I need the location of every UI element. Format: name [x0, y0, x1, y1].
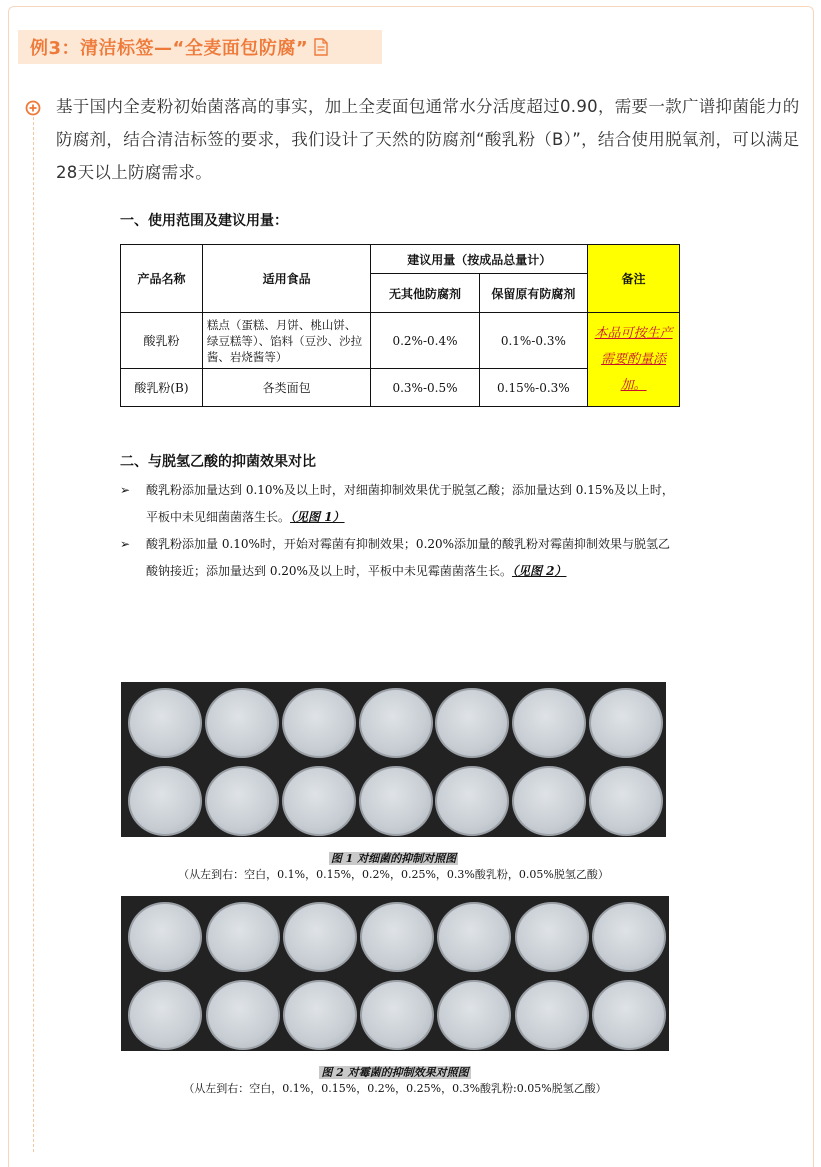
cell-keep-other: 0.15%-0.3%	[479, 369, 587, 407]
petri-dish	[592, 902, 666, 972]
table-row	[121, 313, 680, 369]
document-icon	[313, 38, 329, 56]
mold-plates-photo	[121, 896, 669, 1051]
cell-no-other: 0.2%-0.4%	[371, 313, 479, 369]
th-note: 备注	[588, 245, 680, 313]
th-food: 适用食品	[202, 245, 370, 313]
petri-dish	[515, 902, 589, 972]
figure2-title: 图 2 对霉菌的抑制效果对照图	[321, 1066, 469, 1079]
figure2-subtitle: （从左到右：空白，0.1%，0.15%，0.2%，0.25%，0.3%酸乳粉:0.05%脱氢乙酸）	[183, 1082, 607, 1095]
petri-dish	[515, 980, 589, 1050]
petri-dish	[512, 688, 586, 758]
petri-dish	[283, 902, 357, 972]
petri-dish	[282, 766, 356, 836]
cell-product: 酸乳粉(B)	[121, 369, 203, 407]
petri-dish	[435, 688, 509, 758]
note-text: 本品可按生产需要酌量添加。	[594, 325, 673, 393]
petri-dish	[206, 902, 280, 972]
list-item	[120, 477, 680, 531]
figure1-subtitle: （从左到右：空白，0.1%，0.15%，0.2%，0.25%，0.3%酸乳粉，0.05%脱氢乙酸）	[178, 868, 609, 881]
petri-dish	[205, 688, 279, 758]
th-no-other: 无其他防腐剂	[371, 274, 479, 313]
bullet2-figure-ref: （见图 2）	[511, 564, 567, 578]
bacteria-plates-photo	[121, 682, 666, 837]
petri-dish	[512, 766, 586, 836]
petri-dish	[437, 980, 511, 1050]
bullet2-text: 酸乳粉添加量 0.10%时，开始对霉菌有抑制效果；0.20%添加量的酸乳粉对霉菌抑制效果与脱氢乙酸钠接近；添加量达到 0.20%及以上时，平板中未见霉菌菌落生长。	[146, 537, 671, 578]
petri-dish	[360, 902, 434, 972]
th-keep-other: 保留原有防腐剂	[479, 274, 587, 313]
th-product: 产品名称	[121, 245, 203, 313]
petri-dish	[589, 766, 663, 836]
bullet1-figure-ref: （见图 1）	[290, 510, 345, 524]
section2-title: 二、与脱氢乙酸的抑菌效果对比	[120, 454, 316, 470]
petri-dish	[435, 766, 509, 836]
petri-dish	[205, 766, 279, 836]
petri-dish	[282, 688, 356, 758]
petri-dish	[592, 980, 666, 1050]
example-title: 例3：清洁标签—“全麦面包防腐”	[30, 38, 309, 59]
arrow-bullet-icon: ➢	[120, 537, 131, 551]
cell-food: 糕点（蛋糕、月饼、桃山饼、绿豆糕等）、馅料（豆沙、沙拉酱、岩烧酱等）	[202, 313, 370, 369]
cell-keep-other: 0.1%-0.3%	[479, 313, 587, 369]
arrow-bullet-icon: ➢	[120, 483, 131, 497]
petri-dish	[206, 980, 280, 1050]
figure1-caption	[121, 850, 666, 882]
cell-no-other: 0.3%-0.5%	[371, 369, 479, 407]
petri-dish	[128, 980, 202, 1050]
cell-note	[588, 313, 680, 407]
petri-dish	[128, 766, 202, 836]
cell-food: 各类面包	[202, 369, 370, 407]
section1-title: 一、使用范围及建议用量：	[120, 213, 288, 229]
product-document	[120, 210, 680, 585]
th-dosage: 建议用量（按成品总量计）	[371, 245, 588, 274]
petri-dish	[360, 980, 434, 1050]
list-item	[120, 531, 680, 585]
usage-table	[120, 244, 680, 407]
example-title-banner	[18, 30, 382, 64]
timeline-dashed-line	[33, 112, 34, 1152]
figure2-caption	[121, 1064, 669, 1096]
petri-dish	[437, 902, 511, 972]
petri-dish	[283, 980, 357, 1050]
petri-dish	[128, 902, 202, 972]
intro-paragraph: 基于国内全麦粉初始菌落高的事实，加上全麦面包通常水分活度超过0.90，需要一款广谱抑菌能力的防腐剂，结合清洁标签的要求，我们设计了天然的防腐剂“酸乳粉（B）”，结合使用脱氧剂，可以满足28天以上防腐需求。	[56, 97, 800, 182]
figure1-title: 图 1 对细菌的抑制对照图	[330, 852, 457, 865]
cell-product: 酸乳粉	[121, 313, 203, 369]
plus-circle-icon	[25, 100, 41, 116]
petri-dish	[128, 688, 202, 758]
comparison-bullets	[120, 477, 680, 585]
petri-dish	[359, 688, 433, 758]
petri-dish	[359, 766, 433, 836]
petri-dish	[589, 688, 663, 758]
bullet1-text: 酸乳粉添加量达到 0.10%及以上时，对细菌抑制效果优于脱氢乙酸；添加量达到 0.15%及以上时，平板中未见细菌菌落生长。	[146, 483, 674, 524]
